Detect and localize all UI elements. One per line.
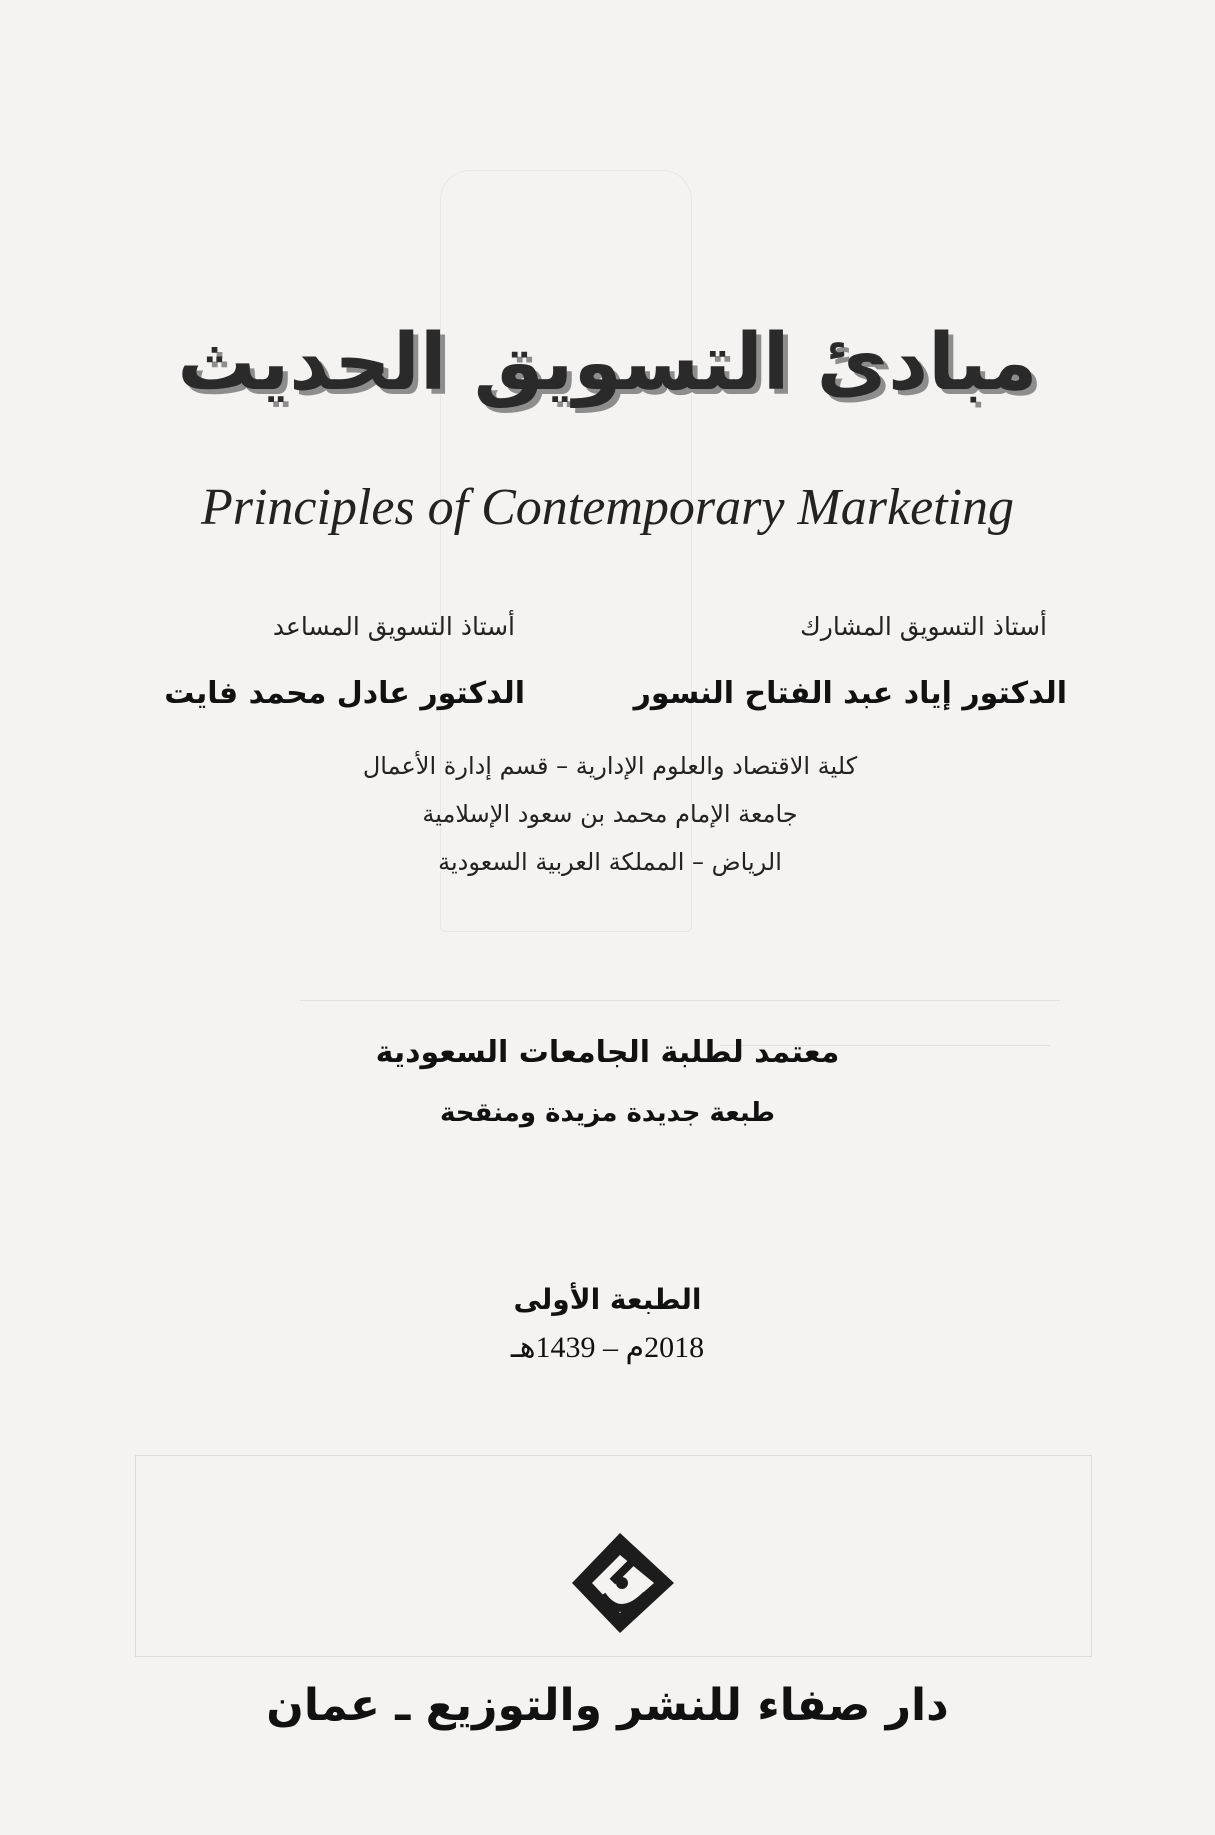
book-title-english: Principles of Contemporary Marketing <box>200 479 1015 536</box>
publisher-logo-icon <box>562 1525 682 1637</box>
affiliation-college: كلية الاقتصاد والعلوم الإدارية – قسم إدارة الأعمال <box>362 752 858 780</box>
book-title-arabic: مبادئ التسويق الحديث <box>177 318 1038 408</box>
affiliation-location: الرياض – المملكة العربية السعودية <box>438 848 782 876</box>
author-1-name: الدكتور إياد عبد الفتاح النسور <box>633 676 1067 711</box>
author-2-role: أستاذ التسويق المساعد <box>272 612 515 641</box>
show-through-line <box>300 1000 1060 1001</box>
publisher-name: دار صفاء للنشر والتوزيع ـ عمان <box>266 1680 949 1731</box>
edition-label: الطبعة الأولى <box>513 1283 702 1316</box>
author-2-name: الدكتور عادل محمد فايت <box>164 676 525 711</box>
publication-year: 2018م – 1439هـ <box>510 1331 705 1364</box>
affiliation-university: جامعة الإمام محمد بن سعود الإسلامية <box>422 800 798 828</box>
approval-note: معتمد لطلبة الجامعات السعودية <box>375 1035 840 1070</box>
edition-description: طبعة جديدة مزيدة ومنقحة <box>439 1098 776 1128</box>
author-1-role: أستاذ التسويق المشارك <box>800 612 1047 641</box>
